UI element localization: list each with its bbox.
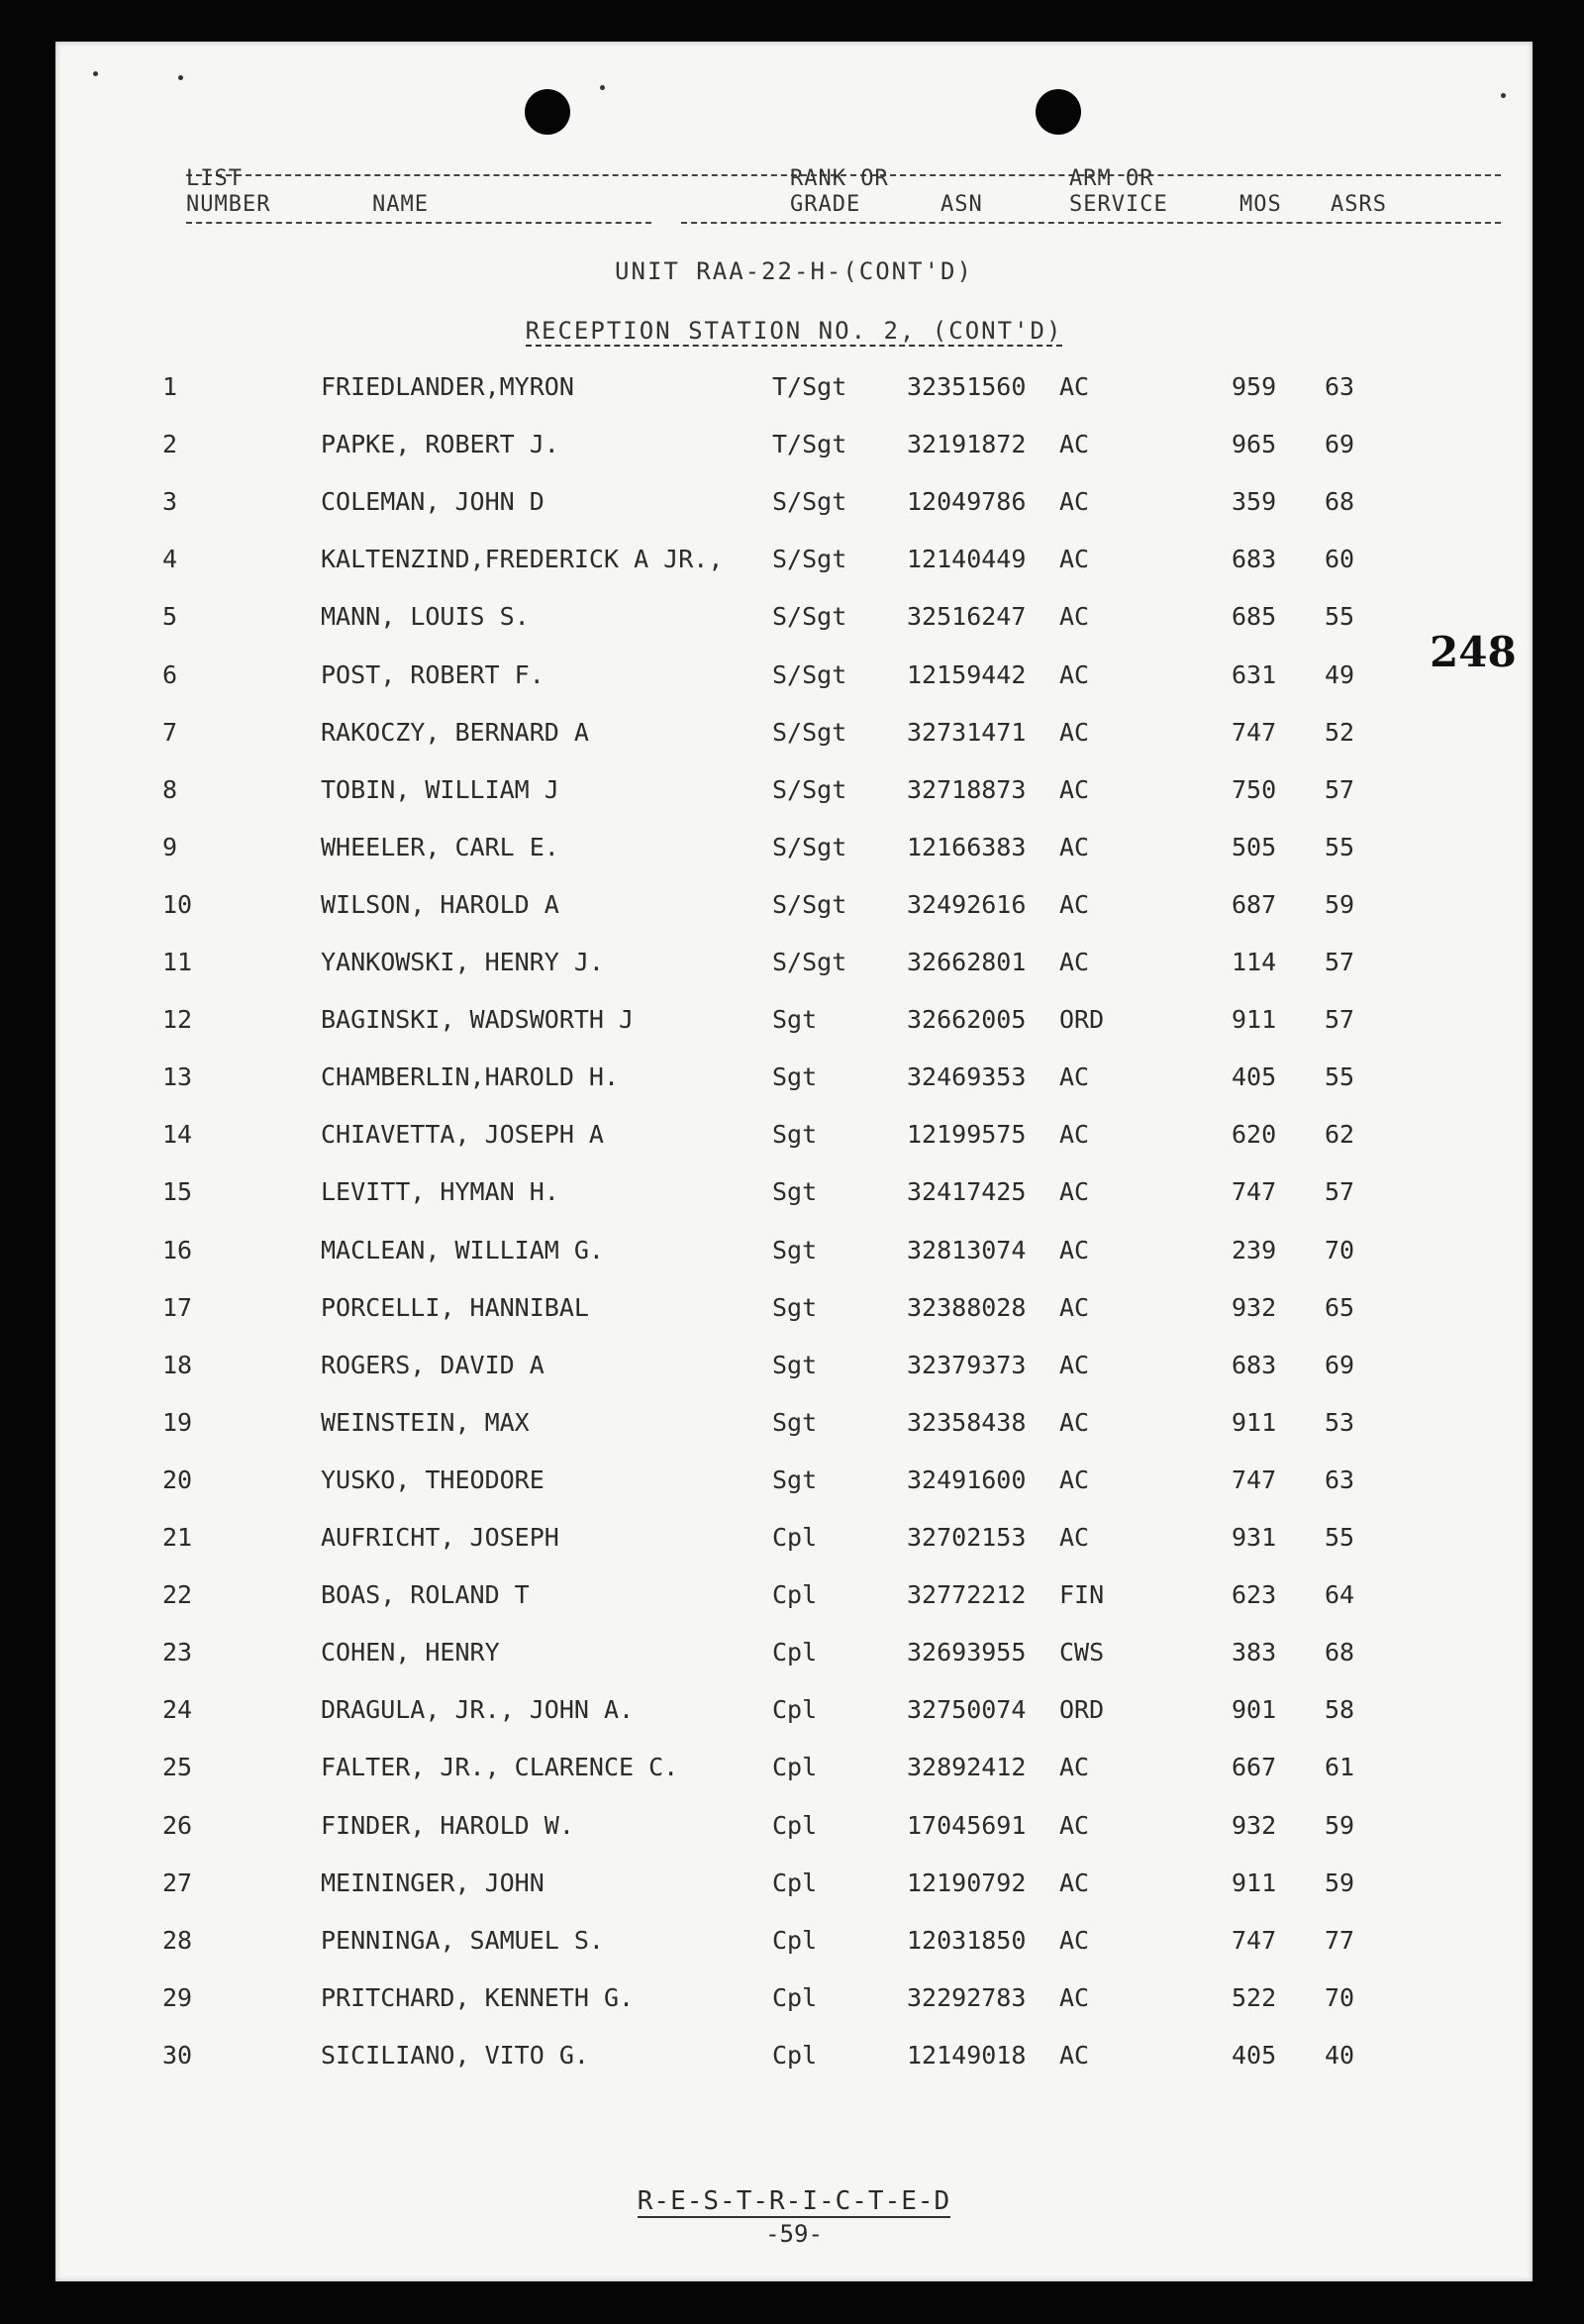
row-mos: 901 — [1232, 1695, 1277, 1724]
row-mos: 405 — [1232, 1062, 1277, 1091]
row-name: POST, ROBERT F. — [321, 660, 544, 689]
row-rank: Sgt — [772, 1062, 818, 1091]
row-arm-service: AC — [1059, 1293, 1090, 1322]
row-asn: 32750074 — [907, 1695, 1027, 1724]
row-arm-service: AC — [1059, 1523, 1090, 1552]
row-number: 29 — [162, 1983, 193, 2012]
row-mos: 911 — [1232, 1408, 1277, 1437]
row-asrs: 55 — [1325, 833, 1355, 861]
row-asrs: 57 — [1325, 1177, 1355, 1206]
row-asrs: 55 — [1325, 602, 1355, 631]
header-list-number: LIST NUMBER — [186, 166, 271, 217]
row-mos: 620 — [1232, 1120, 1277, 1149]
punch-hole-right — [1036, 89, 1081, 135]
row-asrs: 70 — [1325, 1236, 1355, 1264]
table-row — [55, 948, 1533, 987]
station-title-text: RECEPTION STATION NO. 2, (CONT'D) — [525, 317, 1063, 345]
row-asrs: 68 — [1325, 1638, 1355, 1667]
row-mos: 631 — [1232, 660, 1277, 689]
row-number: 23 — [162, 1638, 193, 1667]
row-rank: S/Sgt — [772, 718, 847, 747]
row-arm-service: AC — [1059, 1753, 1090, 1781]
table-row — [55, 1351, 1533, 1390]
row-rank: Cpl — [772, 1580, 818, 1609]
row-mos: 683 — [1232, 1351, 1277, 1379]
row-number: 15 — [162, 1177, 193, 1206]
row-mos: 959 — [1232, 372, 1277, 401]
row-rank: Sgt — [772, 1005, 818, 1034]
row-arm-service: AC — [1059, 948, 1090, 976]
row-mos: 932 — [1232, 1293, 1277, 1322]
row-number: 21 — [162, 1523, 193, 1552]
paper-speck — [93, 71, 98, 76]
header-asrs: ASRS — [1331, 192, 1387, 217]
table-row — [55, 602, 1533, 642]
row-rank: S/Sgt — [772, 948, 847, 976]
table-row — [55, 1120, 1533, 1160]
table-row — [55, 1695, 1533, 1735]
row-arm-service: AC — [1059, 718, 1090, 747]
row-name: COHEN, HENRY — [321, 1638, 500, 1667]
row-name: YANKOWSKI, HENRY J. — [321, 948, 604, 976]
restricted-marking — [55, 2186, 1533, 2216]
row-name: ROGERS, DAVID A — [321, 1351, 544, 1379]
row-name: RAKOCZY, BERNARD A — [321, 718, 589, 747]
paper-speck — [178, 75, 183, 80]
row-rank: Sgt — [772, 1465, 818, 1494]
row-asn: 32772212 — [907, 1580, 1027, 1609]
row-arm-service: AC — [1059, 890, 1090, 919]
row-mos: 911 — [1232, 1869, 1277, 1897]
row-asn: 32358438 — [907, 1408, 1027, 1437]
row-name: BOAS, ROLAND T — [321, 1580, 530, 1609]
row-rank: S/Sgt — [772, 775, 847, 804]
table-row — [55, 2041, 1533, 2080]
row-rank: Cpl — [772, 1811, 818, 1840]
row-arm-service: AC — [1059, 1177, 1090, 1206]
row-asrs: 68 — [1325, 487, 1355, 516]
row-asn: 32351560 — [907, 372, 1027, 401]
row-asn: 12149018 — [907, 2041, 1027, 2070]
row-asrs: 57 — [1325, 775, 1355, 804]
row-asrs: 57 — [1325, 1005, 1355, 1034]
row-number: 12 — [162, 1005, 193, 1034]
row-rank: S/Sgt — [772, 660, 847, 689]
row-arm-service: AC — [1059, 430, 1090, 458]
row-name: BAGINSKI, WADSWORTH J — [321, 1005, 635, 1034]
row-name: MEININGER, JOHN — [321, 1869, 544, 1897]
row-asrs: 65 — [1325, 1293, 1355, 1322]
row-asrs: 69 — [1325, 1351, 1355, 1379]
table-row — [55, 1236, 1533, 1275]
row-name: PAPKE, ROBERT J. — [321, 430, 559, 458]
row-arm-service: ORD — [1059, 1005, 1105, 1034]
row-number: 1 — [162, 372, 178, 401]
row-arm-service: AC — [1059, 775, 1090, 804]
row-arm-service: CWS — [1059, 1638, 1105, 1667]
header-bottom-rule-right — [681, 222, 1501, 224]
row-name: CHAMBERLIN,HAROLD H. — [321, 1062, 620, 1091]
row-rank: S/Sgt — [772, 487, 847, 516]
row-arm-service: AC — [1059, 1926, 1090, 1955]
row-number: 10 — [162, 890, 193, 919]
row-arm-service: AC — [1059, 1465, 1090, 1494]
row-asn: 32292783 — [907, 1983, 1027, 2012]
row-asn: 12140449 — [907, 545, 1027, 573]
row-arm-service: AC — [1059, 1869, 1090, 1897]
row-name: CHIAVETTA, JOSEPH A — [321, 1120, 604, 1149]
row-number: 11 — [162, 948, 193, 976]
row-number: 8 — [162, 775, 178, 804]
row-arm-service: AC — [1059, 1351, 1090, 1379]
table-row — [55, 1523, 1533, 1563]
row-rank: Sgt — [772, 1408, 818, 1437]
row-name: PENNINGA, SAMUEL S. — [321, 1926, 604, 1955]
row-arm-service: AC — [1059, 1062, 1090, 1091]
row-asrs: 59 — [1325, 1811, 1355, 1840]
row-number: 13 — [162, 1062, 193, 1091]
row-number: 5 — [162, 602, 178, 631]
row-number: 26 — [162, 1811, 193, 1840]
row-mos: 505 — [1232, 833, 1277, 861]
row-name: FINDER, HAROLD W. — [321, 1811, 574, 1840]
row-number: 6 — [162, 660, 178, 689]
side-stamp-number: 248 — [1430, 628, 1517, 676]
row-number: 30 — [162, 2041, 193, 2070]
row-number: 9 — [162, 833, 178, 861]
table-row — [55, 1005, 1533, 1045]
table-row — [55, 545, 1533, 584]
table-row — [55, 372, 1533, 412]
row-asrs: 52 — [1325, 718, 1355, 747]
row-number: 27 — [162, 1869, 193, 1897]
row-arm-service: AC — [1059, 1120, 1090, 1149]
row-name: TOBIN, WILLIAM J — [321, 775, 559, 804]
table-row — [55, 1177, 1533, 1217]
row-number: 25 — [162, 1753, 193, 1781]
restricted-text: R-E-S-T-R-I-C-T-E-D — [637, 2186, 951, 2216]
header-name: NAME — [372, 192, 429, 217]
row-arm-service: AC — [1059, 487, 1090, 516]
row-asn: 32718873 — [907, 775, 1027, 804]
paper-speck — [600, 85, 605, 90]
row-asn: 32662801 — [907, 948, 1027, 976]
row-mos: 687 — [1232, 890, 1277, 919]
row-mos: 911 — [1232, 1005, 1277, 1034]
row-mos: 683 — [1232, 545, 1277, 573]
row-rank: Cpl — [772, 2041, 818, 2070]
table-row — [55, 1293, 1533, 1333]
document-page — [55, 42, 1533, 2281]
row-number: 28 — [162, 1926, 193, 1955]
row-number: 19 — [162, 1408, 193, 1437]
row-mos: 747 — [1232, 1465, 1277, 1494]
row-rank: Sgt — [772, 1293, 818, 1322]
row-asn: 32693955 — [907, 1638, 1027, 1667]
row-number: 24 — [162, 1695, 193, 1724]
row-rank: S/Sgt — [772, 890, 847, 919]
row-asn: 12199575 — [907, 1120, 1027, 1149]
row-asn: 12190792 — [907, 1869, 1027, 1897]
row-name: WHEELER, CARL E. — [321, 833, 559, 861]
row-mos: 750 — [1232, 775, 1277, 804]
table-row — [55, 487, 1533, 527]
table-row — [55, 1983, 1533, 2023]
header-asn: ASN — [940, 192, 983, 217]
row-rank: Cpl — [772, 1638, 818, 1667]
table-row — [55, 890, 1533, 930]
table-row — [55, 430, 1533, 469]
row-asn: 32662005 — [907, 1005, 1027, 1034]
row-name: WEINSTEIN, MAX — [321, 1408, 530, 1437]
row-rank: Cpl — [772, 1753, 818, 1781]
row-arm-service: AC — [1059, 545, 1090, 573]
row-mos: 667 — [1232, 1753, 1277, 1781]
row-mos: 965 — [1232, 430, 1277, 458]
row-mos: 405 — [1232, 2041, 1277, 2070]
row-asrs: 63 — [1325, 372, 1355, 401]
row-rank: Cpl — [772, 1869, 818, 1897]
row-rank: S/Sgt — [772, 833, 847, 861]
row-number: 3 — [162, 487, 178, 516]
row-name: KALTENZIND,FREDERICK A JR., — [321, 545, 724, 573]
row-name: WILSON, HAROLD A — [321, 890, 559, 919]
row-number: 20 — [162, 1465, 193, 1494]
table-row — [55, 1753, 1533, 1792]
row-asn: 32469353 — [907, 1062, 1027, 1091]
row-asrs: 55 — [1325, 1523, 1355, 1552]
row-asrs: 64 — [1325, 1580, 1355, 1609]
row-number: 22 — [162, 1580, 193, 1609]
row-asrs: 49 — [1325, 660, 1355, 689]
row-name: YUSKO, THEODORE — [321, 1465, 544, 1494]
table-row — [55, 1580, 1533, 1620]
row-asn: 32702153 — [907, 1523, 1027, 1552]
table-row — [55, 1408, 1533, 1448]
header-bottom-rule-left — [186, 222, 651, 224]
row-asrs: 69 — [1325, 430, 1355, 458]
row-name: MANN, LOUIS S. — [321, 602, 530, 631]
row-arm-service: AC — [1059, 372, 1090, 401]
row-asn: 32492616 — [907, 890, 1027, 919]
paper-speck — [1501, 93, 1506, 98]
row-rank: S/Sgt — [772, 602, 847, 631]
row-asrs: 53 — [1325, 1408, 1355, 1437]
row-rank: Sgt — [772, 1120, 818, 1149]
row-mos: 747 — [1232, 1177, 1277, 1206]
header-rank-grade: RANK OR GRADE — [790, 166, 889, 217]
row-rank: Sgt — [772, 1177, 818, 1206]
row-asrs: 63 — [1325, 1465, 1355, 1494]
row-asn: 17045691 — [907, 1811, 1027, 1840]
row-number: 4 — [162, 545, 178, 573]
punch-hole-left — [525, 89, 570, 135]
row-name: LEVITT, HYMAN H. — [321, 1177, 559, 1206]
header-arm-service: ARM OR SERVICE — [1069, 166, 1168, 217]
row-arm-service: AC — [1059, 1811, 1090, 1840]
row-asn: 32417425 — [907, 1177, 1027, 1206]
row-asrs: 60 — [1325, 545, 1355, 573]
table-row — [55, 1638, 1533, 1677]
table-row — [55, 833, 1533, 872]
row-arm-service: AC — [1059, 833, 1090, 861]
row-number: 17 — [162, 1293, 193, 1322]
table-row — [55, 1926, 1533, 1966]
row-asrs: 77 — [1325, 1926, 1355, 1955]
row-asrs: 59 — [1325, 1869, 1355, 1897]
row-name: PORCELLI, HANNIBAL — [321, 1293, 589, 1322]
row-arm-service: AC — [1059, 1408, 1090, 1437]
table-row — [55, 1062, 1533, 1102]
row-name: FRIEDLANDER,MYRON — [321, 372, 574, 401]
row-mos: 383 — [1232, 1638, 1277, 1667]
station-title — [55, 317, 1533, 345]
row-rank: T/Sgt — [772, 372, 847, 401]
row-name: FALTER, JR., CLARENCE C. — [321, 1753, 679, 1781]
row-asn: 12166383 — [907, 833, 1027, 861]
row-rank: Sgt — [772, 1351, 818, 1379]
row-arm-service: AC — [1059, 1983, 1090, 2012]
row-number: 14 — [162, 1120, 193, 1149]
row-asn: 12159442 — [907, 660, 1027, 689]
row-asrs: 58 — [1325, 1695, 1355, 1724]
row-asn: 32516247 — [907, 602, 1027, 631]
row-mos: 747 — [1232, 1926, 1277, 1955]
row-arm-service: AC — [1059, 2041, 1090, 2070]
row-rank: Cpl — [772, 1695, 818, 1724]
row-number: 18 — [162, 1351, 193, 1379]
row-asn: 32491600 — [907, 1465, 1027, 1494]
row-name: AUFRICHT, JOSEPH — [321, 1523, 559, 1552]
row-asn: 32892412 — [907, 1753, 1027, 1781]
row-asn: 32731471 — [907, 718, 1027, 747]
row-mos: 359 — [1232, 487, 1277, 516]
row-asrs: 59 — [1325, 890, 1355, 919]
row-number: 2 — [162, 430, 178, 458]
table-row — [55, 775, 1533, 815]
row-rank: Cpl — [772, 1983, 818, 2012]
row-mos: 522 — [1232, 1983, 1277, 2012]
row-asn: 32388028 — [907, 1293, 1027, 1322]
table-row — [55, 1465, 1533, 1505]
row-arm-service: ORD — [1059, 1695, 1105, 1724]
row-asrs: 57 — [1325, 948, 1355, 976]
row-asrs: 61 — [1325, 1753, 1355, 1781]
table-row — [55, 1811, 1533, 1851]
row-asrs: 62 — [1325, 1120, 1355, 1149]
row-number: 16 — [162, 1236, 193, 1264]
row-mos: 114 — [1232, 948, 1277, 976]
table-row — [55, 1869, 1533, 1908]
row-mos: 685 — [1232, 602, 1277, 631]
row-asn: 32191872 — [907, 430, 1027, 458]
row-name: PRITCHARD, KENNETH G. — [321, 1983, 635, 2012]
row-name: DRAGULA, JR., JOHN A. — [321, 1695, 635, 1724]
row-rank: Cpl — [772, 1523, 818, 1552]
row-asn: 32379373 — [907, 1351, 1027, 1379]
row-asrs: 40 — [1325, 2041, 1355, 2070]
table-row — [55, 660, 1533, 700]
row-rank: Sgt — [772, 1236, 818, 1264]
row-asrs: 70 — [1325, 1983, 1355, 2012]
row-arm-service: AC — [1059, 660, 1090, 689]
header-mos: MOS — [1239, 192, 1282, 217]
row-rank: S/Sgt — [772, 545, 847, 573]
row-asn: 12031850 — [907, 1926, 1027, 1955]
row-arm-service: FIN — [1059, 1580, 1105, 1609]
unit-title: UNIT RAA-22-H-(CONT'D) — [615, 257, 973, 285]
row-rank: Cpl — [772, 1926, 818, 1955]
page-number: -59- — [765, 2220, 823, 2248]
row-asn: 12049786 — [907, 487, 1027, 516]
row-asrs: 55 — [1325, 1062, 1355, 1091]
row-number: 7 — [162, 718, 178, 747]
row-name: SICILIANO, VITO G. — [321, 2041, 589, 2070]
row-mos: 623 — [1232, 1580, 1277, 1609]
row-mos: 931 — [1232, 1523, 1277, 1552]
table-row — [55, 718, 1533, 758]
row-mos: 747 — [1232, 718, 1277, 747]
row-arm-service: AC — [1059, 602, 1090, 631]
row-arm-service: AC — [1059, 1236, 1090, 1264]
row-rank: T/Sgt — [772, 430, 847, 458]
row-name: COLEMAN, JOHN D — [321, 487, 544, 516]
row-mos: 239 — [1232, 1236, 1277, 1264]
row-name: MACLEAN, WILLIAM G. — [321, 1236, 604, 1264]
row-mos: 932 — [1232, 1811, 1277, 1840]
row-asn: 32813074 — [907, 1236, 1027, 1264]
